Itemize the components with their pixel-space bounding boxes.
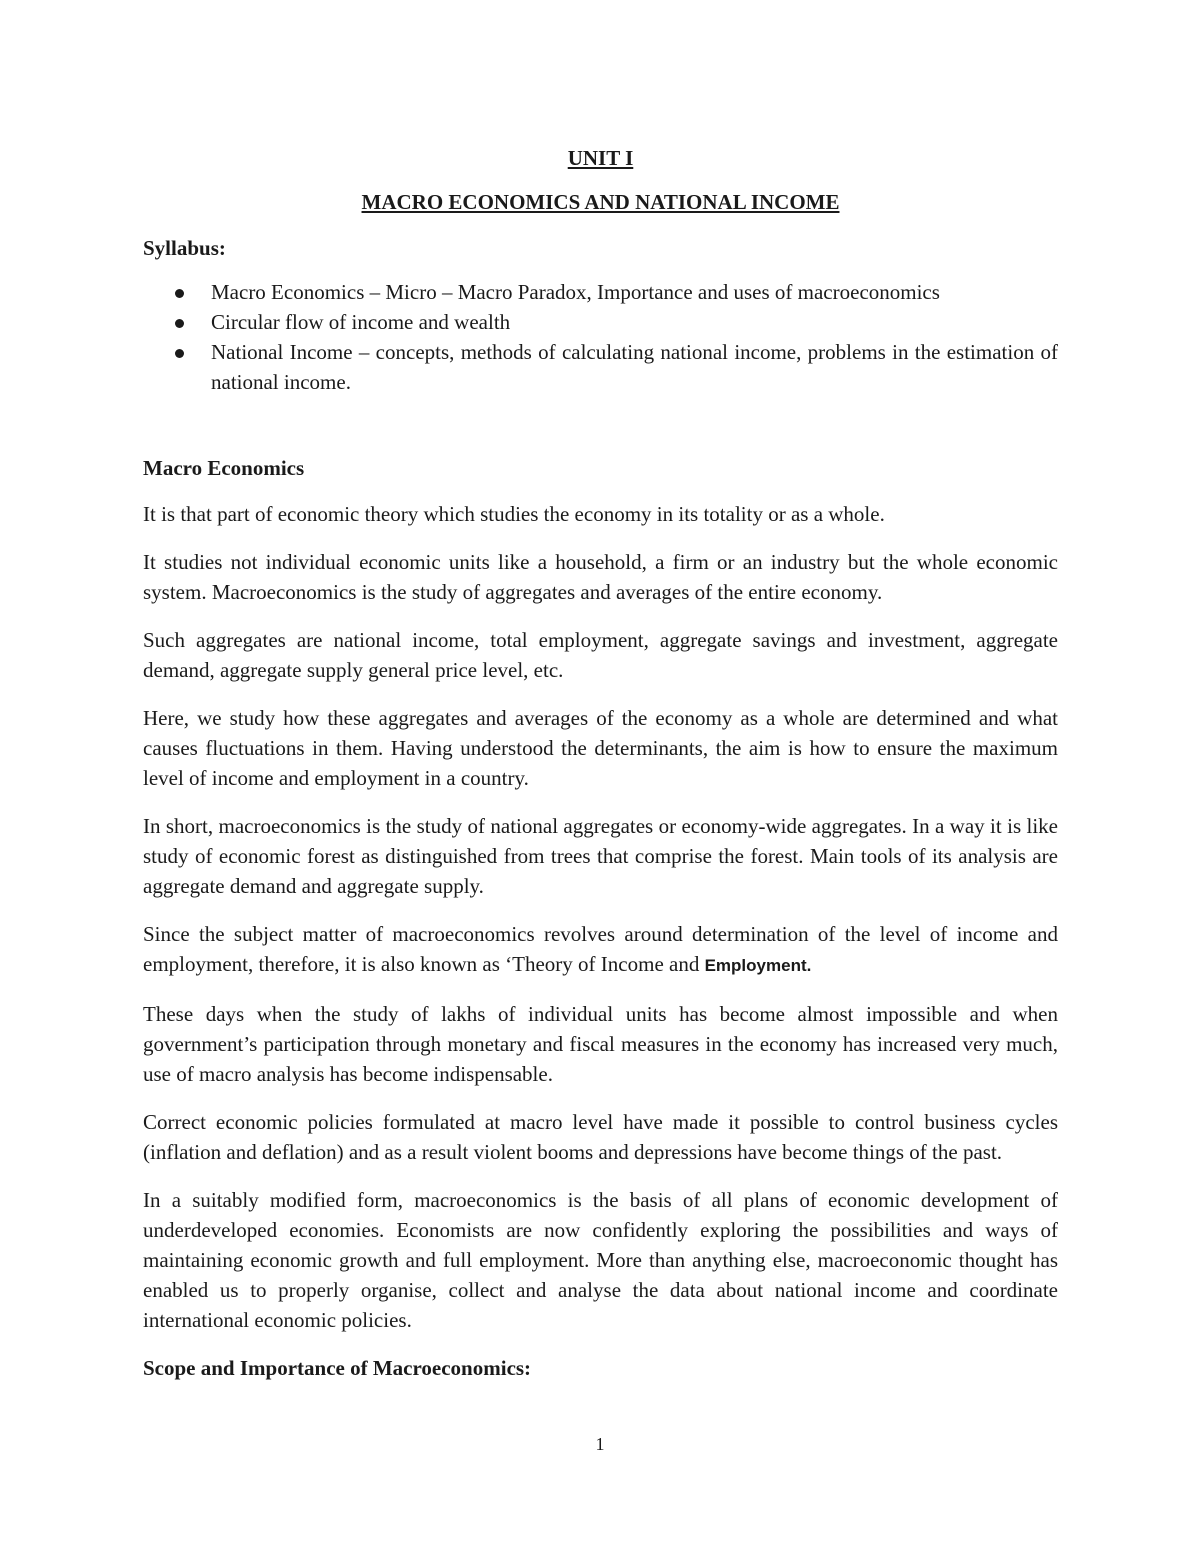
syllabus-item-text: Circular flow of income and wealth — [211, 310, 511, 334]
paragraph: Correct economic policies formulated at macro level have made it possible to control business cycles (inflation and deflation) and as a result violent booms and depressions have become things of the past. — [143, 1110, 1058, 1164]
bullet-icon — [175, 349, 184, 358]
paragraph: It is that part of economic theory which studies the economy in its totality or as a whole. — [143, 502, 885, 526]
paragraph: Here, we study how these aggregates and averages of the economy as a whole are determined and what causes fluctuations in them. Having understood the determinants, the aim is how to ensure the maximum level of income and employment in a country. — [143, 706, 1058, 790]
syllabus-label: Syllabus: — [143, 236, 226, 260]
syllabus-item — [143, 277, 1058, 307]
syllabus-item-text: Macro Economics – Micro – Macro Paradox, Importance and uses of macroeconomics — [211, 280, 940, 304]
paragraph: In short, macroeconomics is the study of national aggregates or economy-wide aggregates. In a way it is like study of economic forest as distinguished from trees that comprise the forest. Main tools of its analysis are aggregate demand and aggregate supply. — [143, 814, 1058, 898]
bullet-icon — [175, 319, 184, 328]
paragraph — [143, 919, 1058, 981]
page-content — [143, 143, 1058, 1383]
paragraph: It studies not individual economic units like a household, a firm or an industry but the whole economic system. Macroeconomics is the study of aggregates and averages of the entire economy. — [143, 550, 1058, 604]
page-number: 1 — [595, 1434, 605, 1454]
paragraph: Such aggregates are national income, total employment, aggregate savings and investment, aggregate demand, aggregate supply general price level, etc. — [143, 628, 1058, 682]
paragraph: These days when the study of lakhs of individual units has become almost impossible and when government’s participation through monetary and fiscal measures in the economy has increased very much, use of macro analysis has become indispensable. — [143, 1002, 1058, 1086]
unit-title: UNIT I — [567, 146, 634, 170]
bullet-icon — [175, 289, 184, 298]
paragraph: In a suitably modified form, macroeconomics is the basis of all plans of economic development of underdeveloped economies. Economists are now confidently exploring the possibilities and ways of maintaining economic growth and full employment. More than anything else, macroeconomic thought has enabled us to properly organise, collect and analyse the data about national income and coordinate international economic policies. — [143, 1188, 1058, 1332]
syllabus-item — [143, 337, 1058, 397]
syllabus-list — [143, 277, 1058, 397]
syllabus-item-text: National Income – concepts, methods of calculating national income, problems in the estimation of national income. — [211, 340, 1058, 394]
section-heading-macro-economics: Macro Economics — [143, 456, 305, 480]
paragraph-text: Since the subject matter of macroeconomics revolves around determination of the level of income and employment, therefore, it is also known as ‘Theory of Income and — [143, 922, 1058, 976]
document-title: MACRO ECONOMICS AND NATIONAL INCOME — [361, 190, 840, 214]
paragraph-tail-text: Employment. — [704, 956, 812, 975]
section-heading-scope: Scope and Importance of Macroeconomics: — [143, 1356, 532, 1380]
syllabus-item — [143, 307, 1058, 337]
